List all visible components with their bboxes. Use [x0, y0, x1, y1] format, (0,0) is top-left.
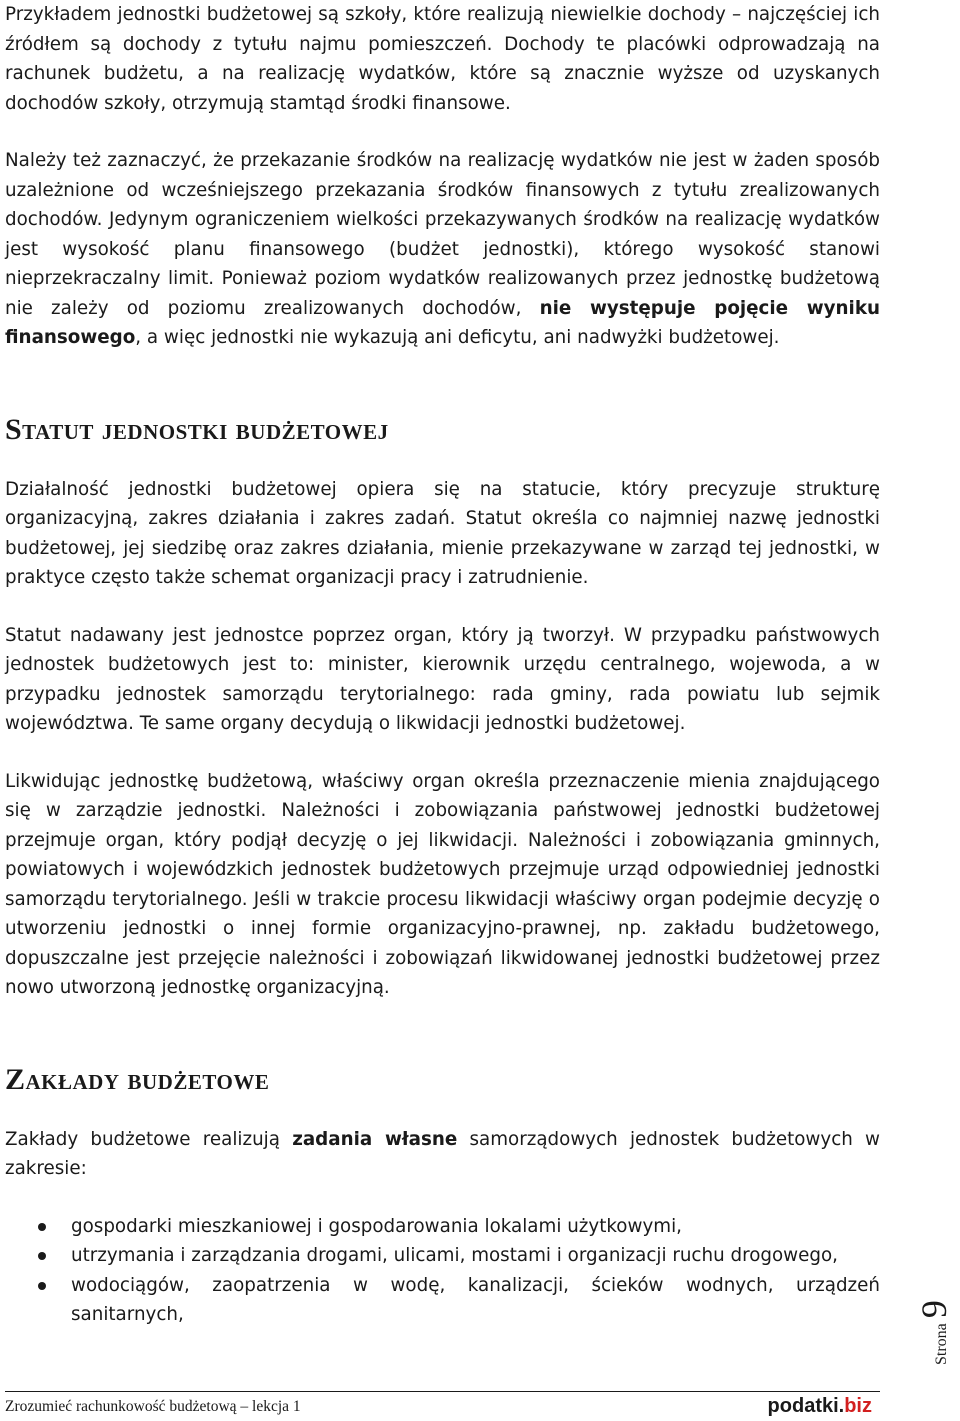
list-item-text: gospodarki mieszkaniowej i gospodarowania lokalami użytkowymi, [71, 1215, 682, 1237]
zaklady-intro-end: samorządowych jednostek budżetowych w zakresie: [5, 1128, 881, 1179]
bullet-icon [38, 1223, 46, 1231]
footer-divider [5, 1391, 880, 1392]
bullet-icon [38, 1282, 46, 1290]
section-heading-zaklady: Zakłady budżetowe [5, 1062, 270, 1096]
zaklady-bullet-list [5, 1212, 880, 1330]
zaklady-intro-text: Zakłady budżetowe realizują [5, 1128, 293, 1150]
brand-accent: biz [844, 1395, 872, 1417]
spacer [5, 353, 880, 413]
zaklady-intro-bold: zadania własne [292, 1128, 458, 1150]
spacer [5, 1003, 880, 1063]
section-heading-statut: Statut jednostki budżetowej [5, 412, 389, 446]
budget-paragraph-text: Należy też zaznaczyć, że przekazanie środków na realizację wydatków nie jest w żaden sposób uzależnione od wcześniejszego przekazania środków finansowych z tytułu zrealizowanych dochodów. Jedynym ograniczeniem wielkości przekazywanych środków na realizację wydatków jest wysokość planu finansowego (budżet jednostki), którego wysokość stanowi nieprzekraczalny limit. Ponieważ poziom wydatków realizowanych przez jednostkę budżetową nie zależy od poziomu zrealizowanych dochodów, [5, 150, 880, 319]
bullet-icon [38, 1252, 46, 1260]
document-body [5, 0, 880, 1330]
list-item [5, 1212, 880, 1242]
page-word: Strona [933, 1323, 950, 1365]
footer-course-title: Zrozumieć rachunkowość budżetową – lekcja 1 [5, 1398, 301, 1415]
statut-paragraph-3: Likwidując jednostkę budżetową, właściwy organ określa przeznaczenie mienia znajdującego się w zarządzie jednostki. Należności i zobowiązania państwowej jednostki budżetowej przejmuje organ, który podjął decyzję o jej likwidacji. Należności i zobowiązania gminnych, powiatowych i wojewódzkich jednostek budżetowych przejmuje urząd odpowiedniej jednostki samorządu terytorialnego. Jeśli w trakcie procesu likwidacji właściwy organ podejmie decyzję o utworzeniu jednostki o innej formie organizacyjno-prawnej, np. zakładu budżetowego, dopuszczalne jest przejęcie należności i zobowiązań likwidowanej jednostki budżetowej przez nowo utworzoną jednostkę organizacyjną. [5, 770, 880, 998]
zaklady-intro-paragraph [5, 1125, 880, 1184]
footer-brand-logo [768, 1395, 872, 1418]
statut-paragraph-2: Statut nadawany jest jednostce poprzez organ, który ją tworzył. W przypadku państwowych jednostek budżetowych jest to: minister, kierownik urzędu centralnego, wojewoda, a w przypadku jednostek samorządu terytorialnego: rada gminy, rada powiatu lub sejmik województwa. Te same organy decydują o likwidacji jednostki budżetowej. [5, 624, 880, 734]
brand-main: podatki. [767, 1395, 845, 1417]
spacer [5, 739, 880, 767]
spacer [5, 118, 880, 146]
budget-paragraph-bold: nie występuje pojęcie wyniku finansowego [5, 297, 880, 348]
budget-paragraph [5, 146, 880, 353]
spacer [5, 447, 880, 475]
spacer [5, 1097, 880, 1125]
budget-paragraph-end: , a więc jednostki nie wykazują ani deficytu, ani nadwyżki budżetowej. [135, 327, 780, 348]
statut-paragraph-1: Działalność jednostki budżetowej opiera się na statucie, który precyzuje strukturę organizacyjną, zakres działania i zakres zadań. Statut określa co najmniej nazwę jednostki budżetowej, jej siedzibę oraz zakres działania, mienie przekazywane w zarząd tej jednostki, w praktyce często także schemat organizacji pracy i zatrudnienie. [5, 478, 880, 588]
intro-paragraph: Przykładem jednostki budżetowej są szkoły, które realizują niewielkie dochody – najczęściej ich źródłem są dochody z tytułu najmu pomieszczeń. Dochody te placówki odprowadzają na rachunek budżetu, a na realizację wydatków, które są znacznie wyższe od uzyskanych dochodów szkoły, otrzymują stamtąd środki finansowe. [5, 4, 880, 114]
list-item [5, 1271, 880, 1330]
page-number-label [913, 1265, 960, 1365]
list-item [5, 1241, 880, 1271]
list-item-text: utrzymania i zarządzania drogami, ulicami, mostami i organizacji ruchu drogowego, [71, 1245, 838, 1266]
list-item-text: wodociągów, zaopatrzenia w wodę, kanalizacji, ścieków wodnych, urządzeń sanitarnych, [71, 1274, 880, 1325]
spacer [5, 1184, 880, 1212]
spacer [5, 593, 880, 621]
page-number: 9 [914, 1300, 954, 1319]
